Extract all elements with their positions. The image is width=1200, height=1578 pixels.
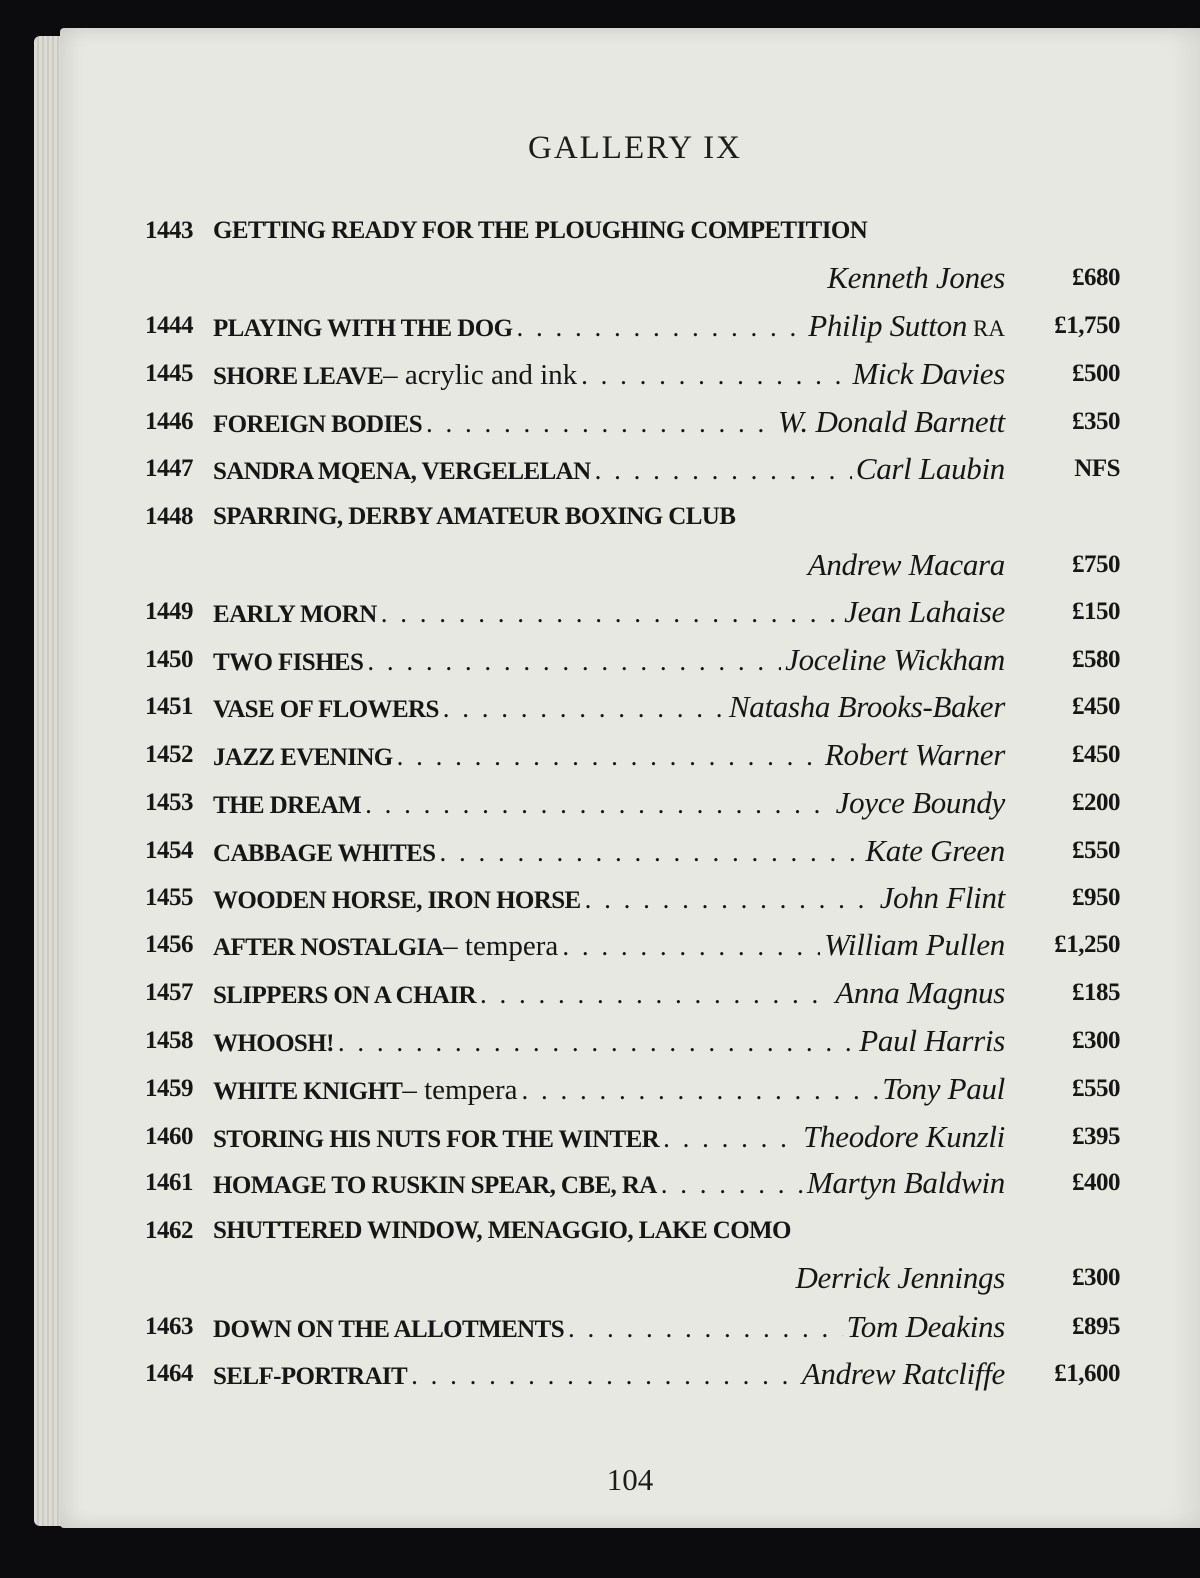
catalogue-entry bbox=[145, 400, 1120, 444]
entry-title: SHUTTERED WINDOW, MENAGGIO, LAKE COMO bbox=[213, 1217, 791, 1244]
entry-number: 1443 bbox=[145, 217, 193, 244]
catalogue-entry bbox=[145, 638, 1120, 682]
dot-leader bbox=[426, 401, 774, 445]
catalogue-entry-continued bbox=[145, 543, 1120, 587]
entry-price: £300 bbox=[1072, 1027, 1120, 1054]
entry-artist: W. Donald Barnett bbox=[777, 404, 1005, 439]
entry-number: 1461 bbox=[145, 1169, 193, 1196]
entry-price: £185 bbox=[1072, 979, 1120, 1006]
entry-artist: Tom Deakins bbox=[846, 1309, 1005, 1344]
entry-price: NFS bbox=[1074, 455, 1120, 482]
catalogue-entry bbox=[145, 1209, 1120, 1253]
entry-price: £550 bbox=[1072, 837, 1120, 864]
dot-leader bbox=[480, 972, 831, 1016]
catalogue-entry bbox=[145, 590, 1120, 634]
entry-title: WHITE KNIGHT bbox=[213, 1078, 403, 1105]
entry-number: 1448 bbox=[145, 503, 193, 530]
entry-price: £750 bbox=[1072, 551, 1120, 578]
catalogue-entry-continued bbox=[145, 1256, 1120, 1300]
entry-number: 1455 bbox=[145, 884, 193, 911]
entry-number: 1456 bbox=[145, 931, 193, 958]
catalogue-entry bbox=[145, 209, 1120, 253]
entry-artist: Paul Harris bbox=[859, 1023, 1005, 1058]
entry-price: £300 bbox=[1072, 1264, 1120, 1291]
page-number: 104 bbox=[606, 1462, 654, 1497]
entry-price: £1,600 bbox=[1054, 1360, 1120, 1387]
entry-title: WHOOSH! bbox=[213, 1030, 334, 1057]
catalogue-entry bbox=[145, 1115, 1120, 1159]
catalogue-entry bbox=[145, 1161, 1120, 1205]
entry-artist: Andrew Ratcliffe bbox=[801, 1356, 1005, 1391]
entry-title: SLIPPERS ON A CHAIR bbox=[213, 982, 476, 1009]
dot-leader bbox=[595, 448, 852, 492]
entry-price: £680 bbox=[1072, 264, 1120, 291]
entry-artist: Tony Paul bbox=[882, 1071, 1005, 1106]
catalogue-entry bbox=[145, 447, 1120, 491]
entry-number: 1462 bbox=[145, 1217, 193, 1244]
entry-price: £450 bbox=[1072, 693, 1120, 720]
entry-artist: Kate Green bbox=[865, 833, 1005, 868]
entry-artist: John Flint bbox=[879, 880, 1005, 915]
dot-leader bbox=[443, 686, 725, 730]
entry-number: 1460 bbox=[145, 1123, 193, 1150]
entry-number: 1444 bbox=[145, 312, 193, 339]
catalogue-entry bbox=[145, 876, 1120, 920]
entry-number: 1458 bbox=[145, 1027, 193, 1054]
entry-number: 1451 bbox=[145, 693, 193, 720]
entry-title: SELF-PORTRAIT bbox=[213, 1363, 408, 1390]
catalogue-entry bbox=[145, 1352, 1120, 1396]
entry-price: £1,250 bbox=[1054, 931, 1120, 958]
entry-title: GETTING READY FOR THE PLOUGHING COMPETITION bbox=[213, 217, 868, 244]
entry-artist: Kenneth Jones bbox=[827, 260, 1005, 295]
entry-title: CABBAGE WHITES bbox=[213, 840, 436, 867]
entry-price: £500 bbox=[1072, 360, 1120, 387]
entry-artist: Joyce Boundy bbox=[835, 785, 1005, 820]
entry-medium: – acrylic and ink bbox=[383, 359, 578, 391]
catalogue-entry bbox=[145, 1305, 1120, 1349]
catalogue-entry-continued bbox=[145, 256, 1120, 300]
entry-price: £950 bbox=[1072, 884, 1120, 911]
entry-title: PLAYING WITH THE DOG bbox=[213, 315, 513, 342]
entry-artist: Anna Magnus bbox=[835, 975, 1005, 1010]
catalogue-entry bbox=[145, 352, 1120, 396]
entry-number: 1454 bbox=[145, 837, 193, 864]
entry-price: £395 bbox=[1072, 1123, 1120, 1150]
entry-artist: Philip Sutton bbox=[808, 308, 968, 343]
entry-price: £1,750 bbox=[1054, 312, 1120, 339]
entry-title: HOMAGE TO RUSKIN SPEAR, CBE, RA bbox=[213, 1172, 657, 1199]
entry-artist: William Pullen bbox=[824, 927, 1005, 962]
catalogue-entry bbox=[145, 685, 1120, 729]
entry-title: VASE OF FLOWERS bbox=[213, 696, 439, 723]
entry-title: SHORE LEAVE bbox=[213, 363, 384, 390]
entry-price: £895 bbox=[1072, 1313, 1120, 1340]
entry-artist: Robert Warner bbox=[824, 737, 1005, 772]
gallery-heading: GALLERY IX bbox=[527, 130, 742, 166]
dot-leader bbox=[338, 1020, 855, 1064]
entry-title: TWO FISHES bbox=[213, 649, 364, 676]
dot-leader bbox=[381, 591, 840, 635]
catalogue-entry bbox=[145, 495, 1120, 539]
entry-title: AFTER NOSTALGIA bbox=[213, 934, 444, 961]
entry-number: 1449 bbox=[145, 598, 193, 625]
dot-leader bbox=[411, 1353, 798, 1397]
entry-title: JAZZ EVENING bbox=[213, 744, 393, 771]
entry-artist: Derrick Jennings bbox=[795, 1260, 1005, 1295]
entry-number: 1450 bbox=[145, 646, 193, 673]
catalogue-entry bbox=[145, 781, 1120, 825]
entry-price: £400 bbox=[1072, 1169, 1120, 1196]
dot-leader bbox=[568, 1306, 843, 1350]
dot-leader bbox=[397, 734, 821, 778]
entry-medium: – tempera bbox=[402, 1074, 518, 1106]
entry-price: £550 bbox=[1072, 1075, 1120, 1102]
catalogue-entry bbox=[145, 971, 1120, 1015]
dot-leader bbox=[367, 639, 781, 683]
dot-leader bbox=[522, 1068, 879, 1112]
entry-number: 1447 bbox=[145, 455, 193, 482]
entry-title: SANDRA MQENA, VERGELELAN bbox=[213, 458, 591, 485]
entry-price: £580 bbox=[1072, 646, 1120, 673]
entry-artist: Natasha Brooks-Baker bbox=[728, 689, 1005, 724]
entry-number: 1464 bbox=[145, 1360, 193, 1387]
entry-price: £450 bbox=[1072, 741, 1120, 768]
entry-number: 1463 bbox=[145, 1313, 193, 1340]
entry-number: 1446 bbox=[145, 408, 193, 435]
entry-artist: Martyn Baldwin bbox=[806, 1165, 1005, 1200]
entry-price: £200 bbox=[1072, 789, 1120, 816]
dot-leader bbox=[516, 305, 804, 349]
dot-leader bbox=[661, 1162, 803, 1206]
entry-title: DOWN ON THE ALLOTMENTS bbox=[213, 1316, 564, 1343]
entry-title: STORING HIS NUTS FOR THE WINTER bbox=[213, 1126, 660, 1153]
entry-artist: Carl Laubin bbox=[855, 451, 1005, 486]
dot-leader bbox=[663, 1116, 799, 1160]
entry-artist: Andrew Macara bbox=[807, 547, 1005, 582]
catalogue-entry bbox=[145, 1067, 1120, 1111]
entry-artist: Theodore Kunzli bbox=[803, 1119, 1005, 1154]
catalogue-entry bbox=[145, 304, 1120, 348]
entry-artist: Joceline Wickham bbox=[785, 642, 1005, 677]
catalogue-entry bbox=[145, 1019, 1120, 1063]
dot-leader bbox=[365, 782, 832, 826]
dot-leader bbox=[585, 877, 876, 921]
entry-price: £150 bbox=[1072, 598, 1120, 625]
entry-title: THE DREAM bbox=[213, 792, 362, 819]
entry-title: WOODEN HORSE, IRON HORSE bbox=[213, 887, 581, 914]
entry-medium: – tempera bbox=[443, 930, 559, 962]
entry-price: £350 bbox=[1072, 408, 1120, 435]
catalogue-entry bbox=[145, 829, 1120, 873]
dot-leader bbox=[562, 924, 820, 968]
entry-title: SPARRING, DERBY AMATEUR BOXING CLUB bbox=[213, 503, 736, 530]
entry-number: 1453 bbox=[145, 789, 193, 816]
catalogue-entry bbox=[145, 733, 1120, 777]
catalogue-entry bbox=[145, 923, 1120, 967]
entry-title: FOREIGN BODIES bbox=[213, 411, 423, 438]
entry-artist: Mick Davies bbox=[852, 356, 1005, 391]
dot-leader bbox=[581, 353, 848, 397]
entry-artist-suffix: RA bbox=[973, 316, 1005, 341]
entry-artist: Jean Lahaise bbox=[844, 594, 1005, 629]
entry-number: 1452 bbox=[145, 741, 193, 768]
entry-number: 1457 bbox=[145, 979, 193, 1006]
entry-number: 1445 bbox=[145, 360, 193, 387]
entry-title: EARLY MORN bbox=[213, 601, 377, 628]
dot-leader bbox=[439, 830, 861, 874]
entry-number: 1459 bbox=[145, 1075, 193, 1102]
